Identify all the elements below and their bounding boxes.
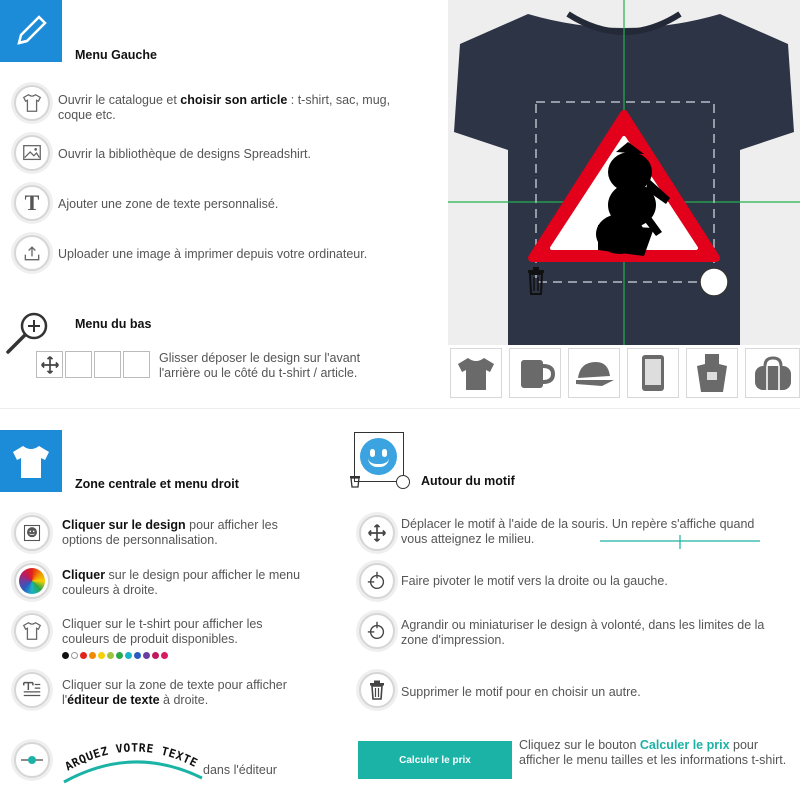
- arc-slider-button[interactable]: [14, 742, 50, 778]
- upload-icon: [22, 243, 42, 263]
- move-motif-description: Déplacer le motif à l'aide de la souris. Un repère s'affiche quand vous atteignez le milieu.: [401, 517, 755, 546]
- upload-button[interactable]: [14, 235, 50, 271]
- curved-text: ARQUEZ VOTRE TEXTE: [62, 740, 201, 774]
- product-colors-button[interactable]: [14, 613, 50, 649]
- color-swatch[interactable]: [116, 652, 123, 659]
- view-slot-front[interactable]: [65, 351, 92, 378]
- pencil-icon: [11, 11, 51, 51]
- product-cap[interactable]: [568, 348, 620, 398]
- color-swatch[interactable]: [152, 652, 159, 659]
- product-tshirt[interactable]: [450, 348, 502, 398]
- design-options-description: Cliquer sur le design pour afficher les options de personnalisation.: [62, 518, 278, 547]
- color-swatches: [62, 652, 170, 660]
- mini-trash-icon: [349, 474, 361, 488]
- bottom-menu-title: Menu du bas: [75, 317, 152, 331]
- bottom-menu-description: Glisser déposer le design sur l'avant l'arrière ou le côté du t-shirt / article.: [159, 351, 361, 380]
- view-slot-side[interactable]: [123, 351, 150, 378]
- color-menu-description: Cliquer sur le design pour afficher le menu couleurs à droite.: [62, 568, 301, 597]
- product-bag[interactable]: [745, 348, 800, 398]
- tshirt-preview[interactable]: [448, 0, 800, 345]
- tshirt-badge-icon: [9, 442, 53, 480]
- mug-icon: [515, 354, 555, 392]
- tshirt-product-icon: [456, 354, 496, 392]
- color-swatch[interactable]: [125, 652, 132, 659]
- delete-motif-button[interactable]: [359, 672, 395, 708]
- upload-description: Uploader une image à imprimer depuis votre ordinateur.: [58, 247, 368, 261]
- add-text-button[interactable]: [14, 185, 50, 221]
- move-arrows-icon: [40, 355, 60, 375]
- rotate-motif-button[interactable]: [359, 563, 395, 599]
- designer-canvas[interactable]: [448, 0, 800, 345]
- catalog-description: Ouvrir le catalogue et choisir son article : t-shirt, sac, mug, coque etc.: [58, 93, 391, 122]
- slider-icon: [20, 753, 44, 767]
- color-swatch[interactable]: [143, 652, 150, 659]
- section-divider: [0, 408, 800, 409]
- resize-handle: [700, 268, 728, 296]
- text-editor-button[interactable]: [14, 672, 50, 708]
- motif-preview-frame: [354, 432, 404, 482]
- calculate-price-description: Cliquez sur le bouton Calculer le prix pour afficher le menu tailles et les informations t-shirt.: [519, 738, 787, 767]
- color-swatch[interactable]: [80, 652, 87, 659]
- color-wheel-icon: [19, 568, 45, 594]
- curved-text-note: dans l'éditeur: [203, 763, 277, 777]
- text-editor-icon: [21, 679, 43, 701]
- around-motif-title: Autour du motif: [421, 474, 515, 488]
- tshirt-icon: [21, 92, 43, 114]
- color-swatch[interactable]: [134, 652, 141, 659]
- text-editor-description: Cliquer sur la zone de texte pour afficher l'éditeur de texte à droite.: [62, 678, 287, 707]
- library-description: Ouvrir la bibliothèque de designs Spreadshirt.: [58, 147, 311, 161]
- image-library-icon: [21, 142, 43, 164]
- smiley-options-icon: [22, 523, 42, 543]
- color-swatch[interactable]: [161, 652, 168, 659]
- color-swatch[interactable]: [71, 652, 78, 659]
- apron-icon: [695, 352, 729, 394]
- product-colors-description: Cliquer sur le t-shirt pour afficher les couleurs de produit disponibles.: [62, 617, 263, 646]
- color-menu-button[interactable]: [14, 563, 50, 599]
- product-phone-case[interactable]: [627, 348, 679, 398]
- edit-badge: [0, 0, 62, 62]
- color-swatch[interactable]: [89, 652, 96, 659]
- text-icon: T: [24, 190, 40, 215]
- move-icon: [367, 523, 387, 543]
- left-menu-title: Menu Gauche: [75, 48, 157, 62]
- resize-motif-description: Agrandir ou miniaturiser le design à volonté, dans les limites de la zone d'impression.: [401, 618, 765, 647]
- bag-icon: [751, 354, 795, 392]
- drag-handle[interactable]: [36, 351, 63, 378]
- central-zone-title: Zone centrale et menu droit: [75, 477, 239, 491]
- delete-motif-description: Supprimer le motif pour en choisir un autre.: [401, 685, 641, 699]
- tshirt-color-icon: [21, 620, 43, 642]
- mini-resize-handle: [396, 475, 410, 489]
- resize-motif-button[interactable]: [359, 613, 395, 649]
- trash-icon: [369, 680, 385, 700]
- curved-text-sample: [58, 722, 208, 784]
- rotate-icon: [366, 570, 388, 592]
- catalog-button[interactable]: [14, 85, 50, 121]
- rotate-motif-description: Faire pivoter le motif vers la droite ou la gauche.: [401, 574, 668, 588]
- center-guide-line: [600, 533, 760, 551]
- tshirt-badge: [0, 430, 62, 492]
- color-swatch[interactable]: [62, 652, 69, 659]
- view-selector: [36, 351, 156, 381]
- calculate-price-button[interactable]: [358, 741, 512, 779]
- add-text-description: Ajouter une zone de texte personnalisé.: [58, 197, 279, 211]
- calculate-price-label: Calculer le prix: [399, 754, 471, 766]
- color-swatch[interactable]: [107, 652, 114, 659]
- resize-icon: [366, 620, 388, 642]
- cap-icon: [572, 354, 616, 392]
- product-mug[interactable]: [509, 348, 561, 398]
- move-motif-button[interactable]: [359, 515, 395, 551]
- color-swatch[interactable]: [98, 652, 105, 659]
- library-button[interactable]: [14, 135, 50, 171]
- view-slot-back[interactable]: [94, 351, 121, 378]
- phone-icon: [638, 353, 668, 393]
- product-apron[interactable]: [686, 348, 738, 398]
- smiley-icon: [360, 438, 397, 475]
- design-options-button[interactable]: [14, 515, 50, 551]
